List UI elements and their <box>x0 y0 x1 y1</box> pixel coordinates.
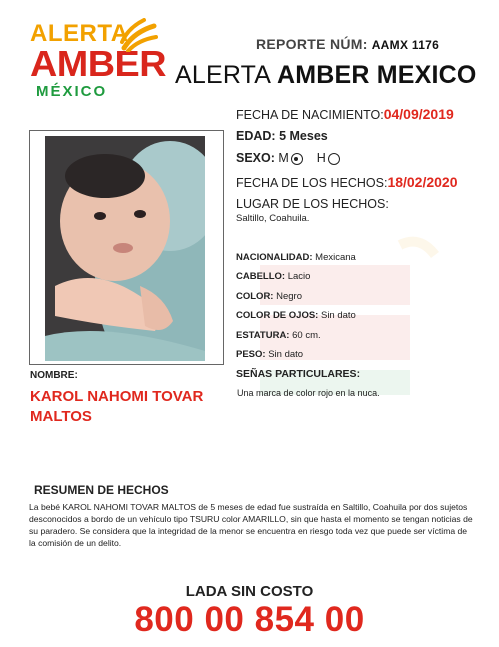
nationality-field <box>236 252 356 263</box>
report-number-value: AAMX 1176 <box>371 38 440 52</box>
height-value: 60 cm. <box>292 330 321 341</box>
summary-title: RESUMEN DE HECHOS <box>34 483 169 497</box>
place-label: LUGAR DE LOS HECHOS: <box>236 197 389 211</box>
logo-rays-icon <box>120 18 160 52</box>
child-photo-image <box>45 136 205 361</box>
nationality-value: Mexicana <box>315 252 356 263</box>
hair-field <box>236 271 310 282</box>
nationality-label: NACIONALIDAD: <box>236 252 313 263</box>
marks-label <box>236 368 360 380</box>
sex-h-radio <box>328 153 340 165</box>
marks-value: Una marca de color rojo en la nuca. <box>237 388 380 398</box>
sex-option-h-label: H <box>316 151 326 165</box>
logo-word-mexico: MÉXICO <box>36 83 108 100</box>
sex-option-h <box>317 151 340 165</box>
color-field <box>236 291 302 302</box>
sex-option-m-label: M <box>278 151 289 165</box>
logo-word-alerta: ALERTA <box>30 20 129 47</box>
page-title <box>175 61 477 90</box>
events-date-field <box>236 174 458 190</box>
page-title-light: ALERTA <box>175 61 270 89</box>
child-name <box>30 387 203 427</box>
birth-date-value: 04/09/2019 <box>383 106 454 122</box>
age-label: EDAD: <box>236 129 276 143</box>
sex-field <box>236 151 340 165</box>
weight-value: Sin dato <box>268 349 304 360</box>
logo-word-amber: AMBER <box>30 43 166 84</box>
toll-free-phone: 800 00 854 00 <box>134 600 365 639</box>
events-date-value: 18/02/2020 <box>387 174 458 190</box>
child-photo <box>45 136 205 361</box>
age-field <box>236 129 328 143</box>
hair-label: CABELLO: <box>236 271 286 282</box>
child-name-line2: MALTOS <box>30 408 92 425</box>
alerta-amber-logo <box>28 18 166 100</box>
height-field <box>236 330 321 341</box>
name-label: NOMBRE: <box>30 370 78 381</box>
birth-date-field <box>236 106 454 122</box>
photo-frame <box>29 130 224 365</box>
birth-date-label: FECHA DE NACIMIENTO: <box>236 108 384 122</box>
report-number <box>256 36 439 52</box>
color-value: Negro <box>276 291 302 302</box>
child-name-line1: KAROL NAHOMI TOVAR <box>30 388 204 405</box>
sex-label: SEXO: <box>236 151 275 165</box>
weight-field <box>236 349 303 360</box>
hair-value: Lacio <box>287 271 311 282</box>
toll-free-label: LADA SIN COSTO <box>185 583 314 600</box>
eyes-label: COLOR DE OJOS: <box>236 310 319 321</box>
color-label: COLOR: <box>236 291 274 302</box>
page-title-bold: AMBER MEXICO <box>276 61 477 89</box>
sex-m-radio <box>291 153 303 165</box>
weight-label: PESO: <box>236 349 266 360</box>
marks-label-text: SEÑAS PARTICULARES: <box>236 368 361 380</box>
place-value: Saltillo, Coahuila. <box>236 213 310 224</box>
report-number-label: REPORTE NÚM: <box>256 36 368 52</box>
eyes-value: Sin dato <box>320 310 356 321</box>
eyes-field <box>236 310 356 321</box>
height-label: ESTATURA: <box>236 330 290 341</box>
summary-text: La bebé KAROL NAHOMI TOVAR MALTOS de 5 meses de edad fue sustraída en Saltillo, Coahuila por dos sujetos desconocidos a bordo de un vehículo tipo TSURU color AMARILLO, sin que hasta el momento se tengan noticias de su paradero. Se considera que la integridad de la menor se encuentra en riesgo toda vez que puede ser víctima de la comisión de un delito. <box>29 502 473 548</box>
events-date-label: FECHA DE LOS HECHOS: <box>236 176 388 190</box>
age-value: 5 Meses <box>279 129 328 143</box>
sex-option-m <box>278 151 302 165</box>
